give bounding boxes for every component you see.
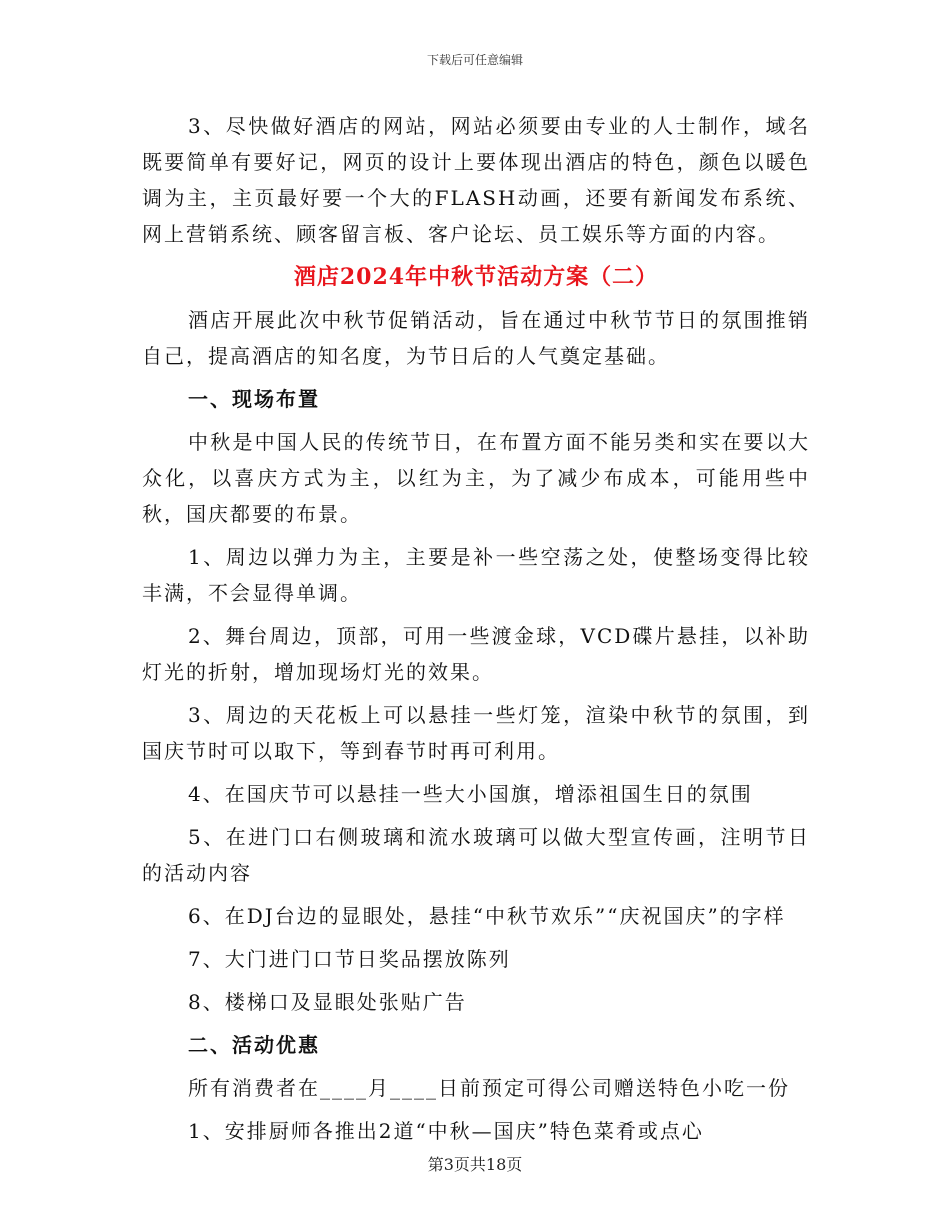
heading-promotions: 二、活动优惠 [188, 1033, 320, 1057]
list-item-7: 7、大门进门口节日奖品摆放陈列 [188, 947, 511, 971]
document-body [142, 108, 810, 1156]
list-item-5: 5、在进门口右侧玻璃和流水玻璃可以做大型宣传画，注明节日的活动内容 [142, 825, 810, 885]
page-header: 下载后可任意编辑 [426, 53, 523, 67]
list-item-2: 2、舞台周边，顶部，可用一些渡金球，VCD碟片悬挂，以补助灯光的折射，增加现场灯光的效果。 [142, 624, 810, 684]
promo-item-1: 1、安排厨师各推出2道“中秋—国庆”特色菜肴或点心 [188, 1119, 704, 1143]
list-item-1: 1、周边以弹力为主，主要是补一些空荡之处，使整场变得比较丰满，不会显得单调。 [142, 545, 810, 605]
list-item-3: 3、周边的天花板上可以悬挂一些灯笼，渲染中秋节的氛围，到国庆节时可以取下，等到春节时再可利用。 [142, 703, 810, 763]
paragraph-website: 3、尽快做好酒店的网站，网站必须要由专业的人士制作，域名既要简单有要好记，网页的设计上要体现出酒店的特色，颜色以暖色调为主，主页最好要一个大的FLASH动画，还要有新闻发布系统、网上营销系统、顾客留言板、客户论坛、员工娱乐等方面的内容。 [142, 114, 810, 246]
page-footer: 第3页共18页 [427, 1155, 523, 1174]
paragraph-intro: 酒店开展此次中秋节促销活动，旨在通过中秋节节日的氛围推销自己，提高酒店的知名度，为节日后的人气奠定基础。 [142, 308, 810, 368]
heading-site-layout: 一、现场布置 [188, 387, 320, 411]
paragraph-layout-desc: 中秋是中国人民的传统节日，在布置方面不能另类和实在要以大众化，以喜庆方式为主，以红为主，为了减少布成本，可能用些中秋，国庆都要的布景。 [142, 430, 810, 526]
section-title: 酒店2024年中秋节活动方案（二） [293, 264, 659, 290]
list-item-8: 8、楼梯口及显眼处张贴广告 [188, 990, 467, 1014]
list-item-6: 6、在DJ台边的显眼处，悬挂“中秋节欢乐”“庆祝国庆”的字样 [188, 904, 786, 928]
list-item-4: 4、在国庆节可以悬挂一些大小国旗，增添祖国生日的氛围 [188, 782, 753, 806]
paragraph-promo-desc: 所有消费者在____月____日前预定可得公司赠送特色小吃一份 [188, 1076, 790, 1100]
